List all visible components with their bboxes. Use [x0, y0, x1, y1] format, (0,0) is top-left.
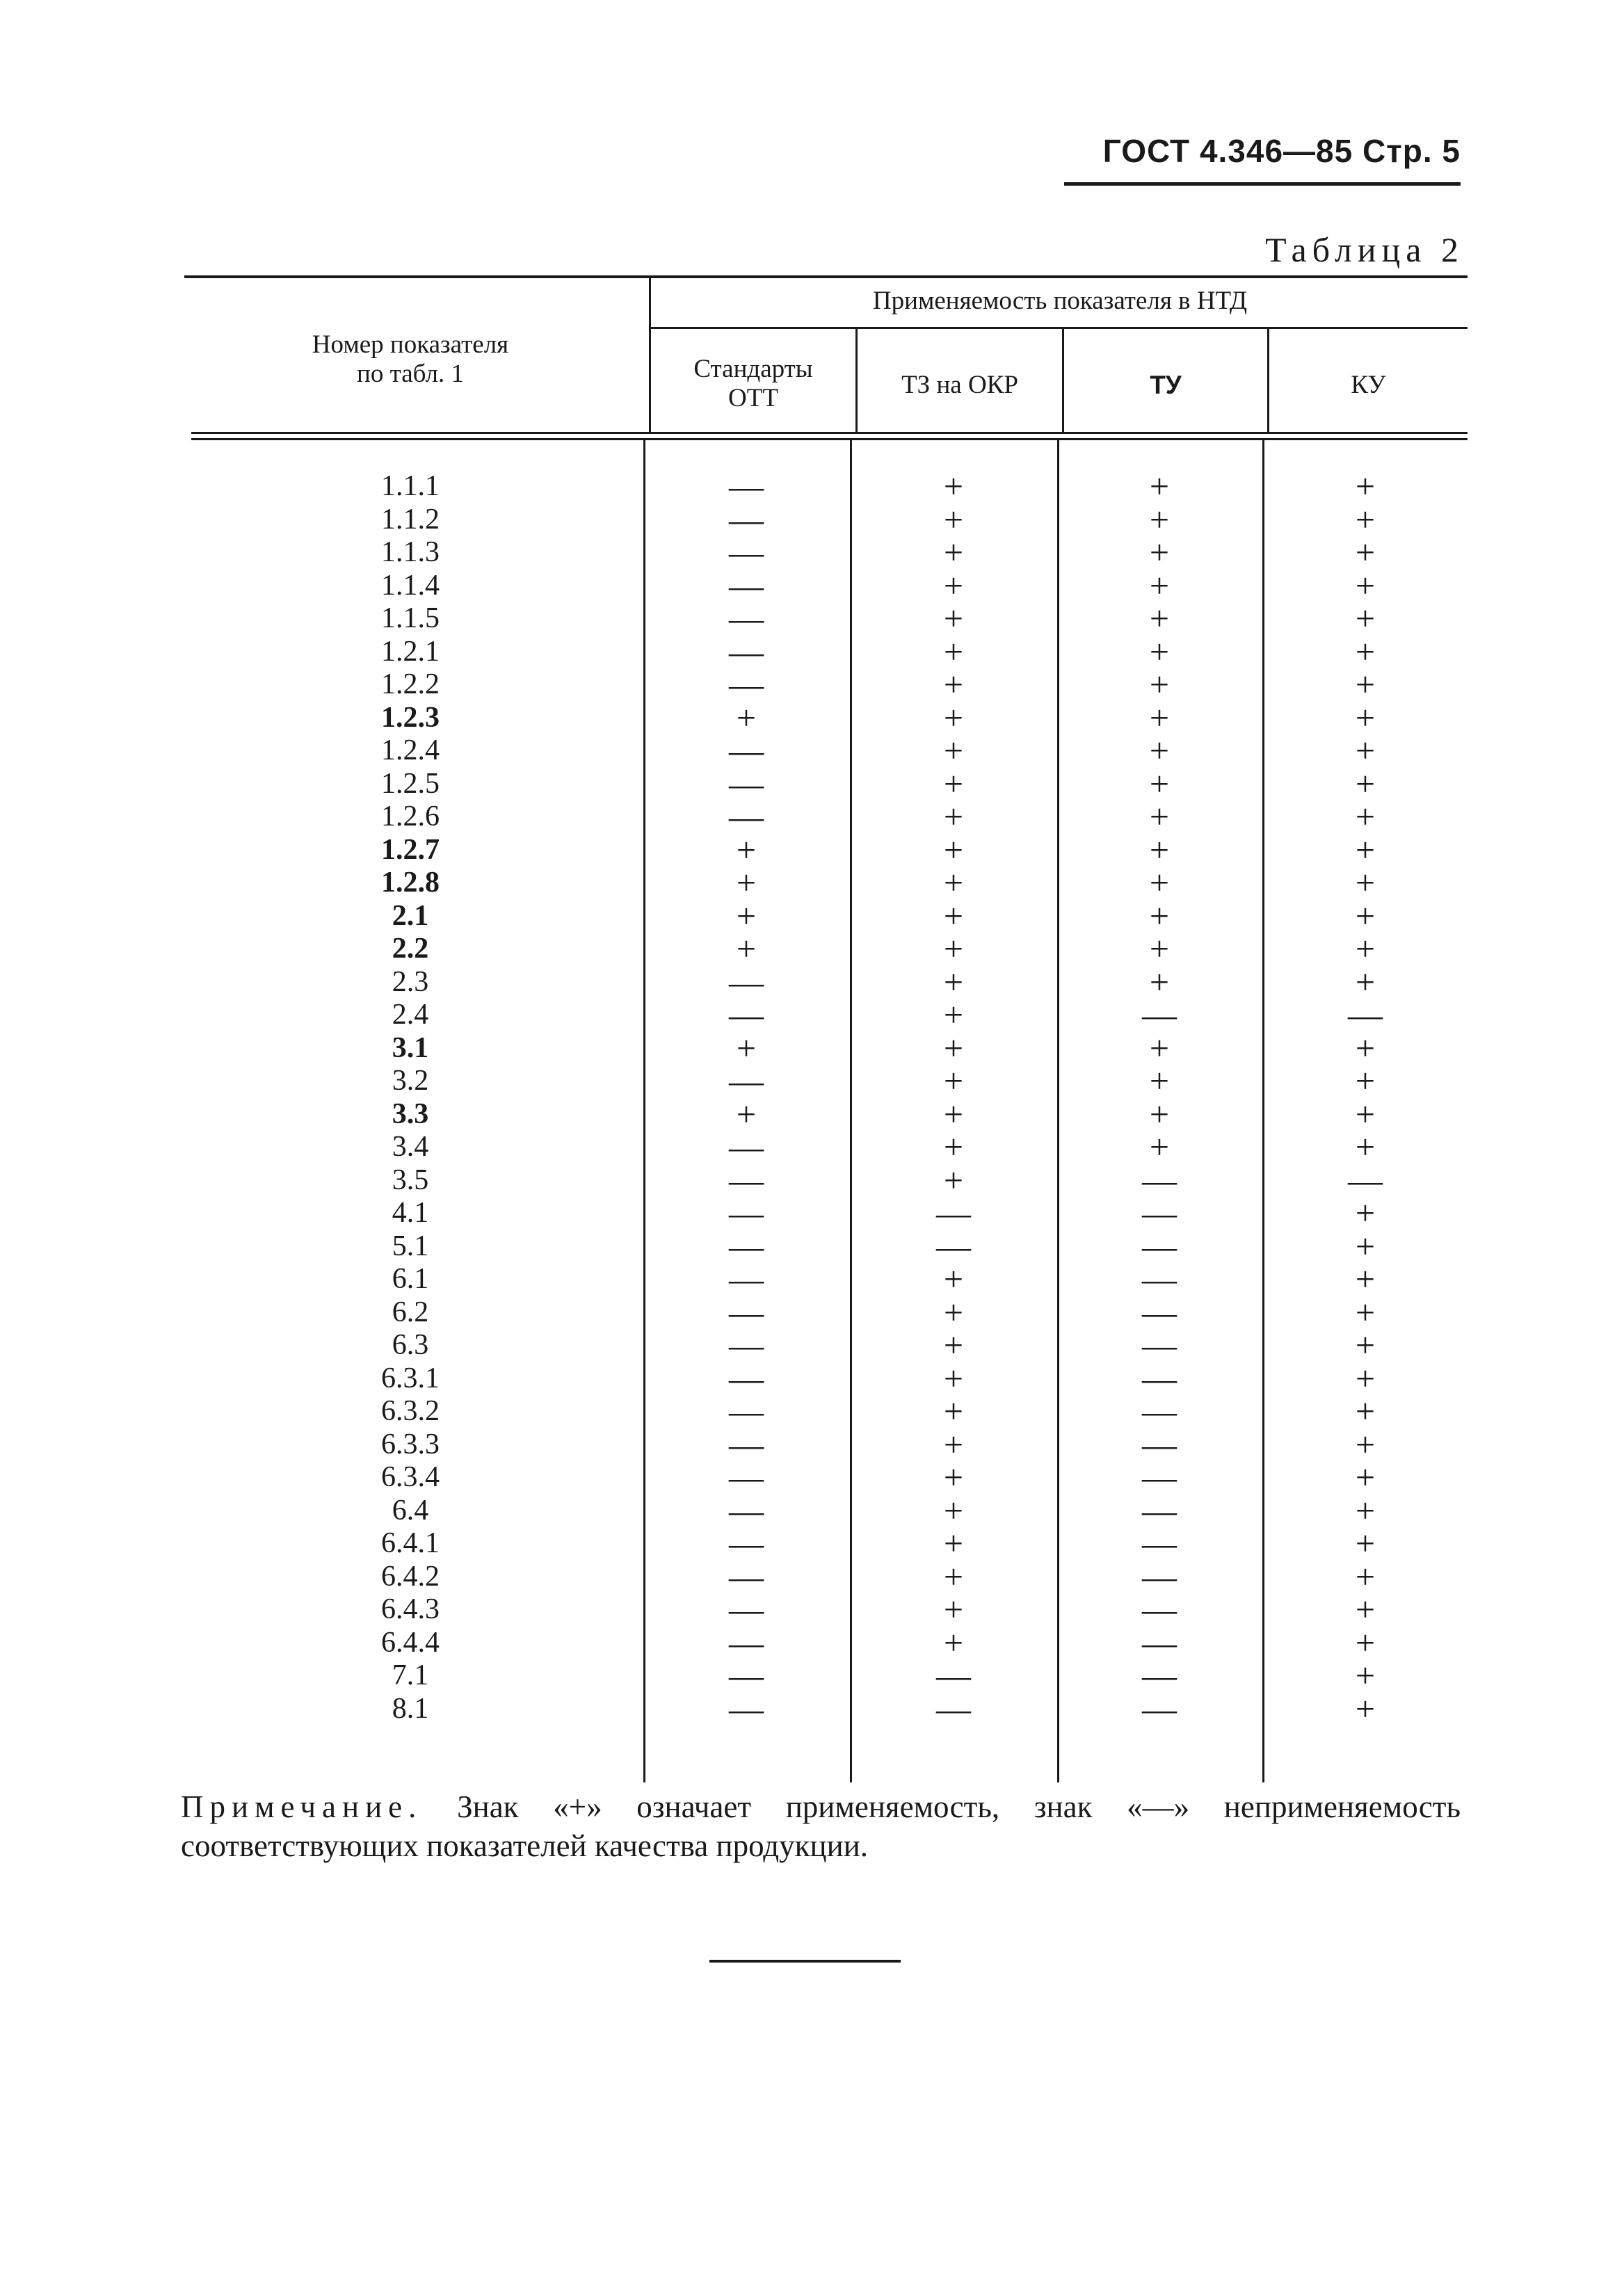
applicability-mark: +: [943, 1160, 964, 1200]
applicability-mark: +: [1355, 1392, 1376, 1431]
applicability-mark: —: [729, 1524, 764, 1563]
applicability-mark: +: [1355, 1094, 1376, 1134]
indicator-number: 1.2.7: [381, 833, 440, 866]
applicability-mark: —: [1142, 1226, 1177, 1266]
applicability-mark: +: [943, 830, 964, 869]
applicability-mark: +: [943, 533, 964, 572]
applicability-mark: +: [943, 1028, 964, 1068]
applicability-mark: +: [1355, 1226, 1376, 1266]
indicator-number: 1.2.3: [381, 701, 440, 734]
applicability-mark: +: [943, 1622, 964, 1662]
applicability-mark: —: [729, 1556, 764, 1596]
indicator-number: 2.4: [392, 999, 429, 1031]
indicator-number: 3.4: [392, 1131, 429, 1163]
indicator-number: 7.1: [392, 1659, 429, 1691]
applicability-mark: —: [1142, 1259, 1177, 1298]
applicability-mark: +: [1149, 896, 1170, 935]
applicability-mark: +: [1149, 962, 1170, 1001]
applicability-mark: +: [943, 1424, 964, 1464]
applicability-mark: +: [943, 1490, 964, 1530]
indicator-number: 1.2.5: [381, 767, 440, 800]
applicability-mark: —: [729, 599, 764, 638]
applicability-mark: +: [943, 1292, 964, 1332]
indicator-number: 8.1: [392, 1692, 429, 1725]
applicability-mark: —: [1142, 995, 1177, 1034]
indicator-number: 3.2: [392, 1065, 429, 1097]
applicability-mark: —: [729, 962, 764, 1001]
indicator-number: 6.4.3: [381, 1593, 440, 1625]
indicator-number: 2.1: [392, 899, 429, 932]
applicability-mark: +: [1149, 797, 1170, 836]
applicability-mark: +: [1355, 797, 1376, 836]
column-tu: [1107, 467, 1212, 1728]
applicability-mark: —: [729, 499, 764, 539]
note-text: Знак «+» означает применяемость, знак «—» неприменяемость соответствующих показателей качества продукции.: [181, 1789, 1461, 1863]
applicability-mark: +: [1149, 830, 1170, 869]
applicability-mark: —: [1142, 1656, 1177, 1695]
applicability-mark: +: [943, 731, 964, 770]
applicability-mark: —: [1142, 1193, 1177, 1232]
applicability-mark: —: [729, 1622, 764, 1662]
table-top-rule: [184, 275, 1468, 278]
applicability-mark: —: [729, 1490, 764, 1530]
indicator-number: 1.2.4: [381, 734, 440, 766]
applicability-mark: +: [1355, 1689, 1376, 1728]
header-col-standards-line1: Стандарты: [693, 355, 813, 383]
applicability-mark: +: [1355, 962, 1376, 1001]
col-divider-4-body: [1262, 440, 1264, 1782]
indicator-number: 3.5: [392, 1163, 429, 1196]
applicability-mark: —: [1142, 1524, 1177, 1563]
column-indicator-numbers: [271, 470, 549, 1725]
applicability-mark: +: [1355, 1259, 1376, 1298]
applicability-mark: —: [729, 1689, 764, 1728]
applicability-mark: +: [1355, 1292, 1376, 1332]
applicability-mark: +: [736, 1028, 757, 1068]
header-indicator-line2: по табл. 1: [357, 360, 464, 388]
header-col-standards-line2: ОТТ: [728, 384, 778, 412]
applicability-mark: +: [1355, 731, 1376, 770]
applicability-mark: +: [1355, 1358, 1376, 1398]
applicability-mark: +: [1355, 1590, 1376, 1629]
table-note: [181, 1787, 1461, 1865]
header-bottom-rule-1: [191, 432, 1468, 434]
indicator-number: 6.3: [392, 1329, 429, 1361]
applicability-mark: +: [736, 1094, 757, 1134]
col-divider-1-body: [643, 440, 645, 1782]
applicability-mark: +: [943, 631, 964, 671]
indicator-number: 6.2: [392, 1296, 429, 1328]
applicability-mark: +: [943, 1358, 964, 1398]
applicability-mark: +: [1149, 1061, 1170, 1100]
applicability-mark: —: [1142, 1556, 1177, 1596]
applicability-mark: +: [943, 863, 964, 902]
applicability-mark: +: [1355, 896, 1376, 935]
applicability-mark: —: [729, 631, 764, 671]
applicability-mark: +: [1149, 665, 1170, 704]
applicability-mark: +: [1149, 1028, 1170, 1068]
applicability-mark: +: [943, 1094, 964, 1134]
indicator-number: 2.2: [392, 933, 429, 965]
indicator-number: 6.4.2: [381, 1560, 440, 1593]
end-rule: [709, 1960, 901, 1963]
applicability-mark: +: [1355, 764, 1376, 803]
applicability-mark: +: [943, 599, 964, 638]
applicability-mark: +: [943, 1556, 964, 1596]
applicability-mark: +: [1149, 1094, 1170, 1134]
applicability-mark: —: [729, 731, 764, 770]
indicator-number: 6.3.2: [381, 1395, 440, 1427]
applicability-mark: —: [729, 1160, 764, 1200]
applicability-mark: +: [1149, 599, 1170, 638]
applicability-mark: —: [729, 1392, 764, 1431]
indicator-number: 6.3.4: [381, 1461, 440, 1493]
indicator-number: 1.1.2: [381, 503, 440, 536]
applicability-mark: +: [1355, 1656, 1376, 1695]
applicability-mark: +: [1149, 929, 1170, 968]
applicability-mark: +: [1149, 698, 1170, 737]
indicator-number: 6.4.1: [381, 1527, 440, 1559]
applicability-mark: +: [1355, 631, 1376, 671]
applicability-mark: —: [1142, 1358, 1177, 1398]
applicability-mark: +: [1149, 565, 1170, 605]
applicability-mark: +: [943, 1259, 964, 1298]
applicability-mark: —: [1348, 1160, 1383, 1200]
applicability-mark: +: [736, 896, 757, 935]
indicator-number: 1.1.4: [381, 569, 440, 602]
applicability-mark: —: [1142, 1689, 1177, 1728]
applicability-mark: +: [736, 698, 757, 737]
note-heading: Примечание.: [181, 1789, 423, 1824]
header-indicator-number: [264, 330, 556, 389]
applicability-mark: —: [729, 565, 764, 605]
page-header: ГОСТ 4.346—85 Стр. 5: [1102, 133, 1461, 169]
applicability-mark: +: [1355, 1424, 1376, 1464]
applicability-mark: +: [736, 929, 757, 968]
applicability-mark: +: [943, 1458, 964, 1497]
applicability-mark: —: [936, 1193, 971, 1232]
applicability-mark: —: [729, 1590, 764, 1629]
indicator-number: 6.3.3: [381, 1428, 440, 1460]
applicability-mark: +: [943, 929, 964, 968]
indicator-number: 1.1.1: [381, 470, 440, 502]
applicability-mark: —: [729, 1061, 764, 1100]
applicability-mark: +: [1355, 1556, 1376, 1596]
applicability-mark: +: [943, 1524, 964, 1563]
applicability-mark: +: [1149, 731, 1170, 770]
applicability-mark: +: [1355, 533, 1376, 572]
header-indicator-line1: Номер показателя: [312, 330, 509, 359]
indicator-number: 6.4.4: [381, 1626, 440, 1659]
applicability-mark: —: [1142, 1326, 1177, 1364]
applicability-mark: —: [729, 1193, 764, 1232]
applicability-mark: +: [1355, 499, 1376, 539]
applicability-mark: —: [729, 995, 764, 1034]
applicability-mark: +: [943, 1392, 964, 1431]
applicability-mark: +: [1355, 1622, 1376, 1662]
applicability-mark: +: [1355, 1458, 1376, 1497]
applicability-mark: —: [729, 1259, 764, 1298]
indicator-number: 3.1: [392, 1031, 429, 1064]
column-standards-ott: [694, 467, 798, 1728]
applicability-mark: +: [1355, 1028, 1376, 1068]
applicability-mark: +: [736, 830, 757, 869]
applicability-mark: —: [1142, 1392, 1177, 1431]
group-header-rule: [650, 327, 1468, 329]
applicability-mark: +: [943, 565, 964, 605]
indicator-number: 3.3: [392, 1097, 429, 1130]
applicability-mark: +: [943, 665, 964, 704]
applicability-mark: +: [1149, 764, 1170, 803]
header-applicability-group: Применяемость показателя в НТД: [872, 287, 1248, 315]
indicator-number: 1.1.5: [381, 602, 440, 634]
applicability-mark: —: [1142, 1458, 1177, 1497]
applicability-mark: —: [729, 1424, 764, 1464]
applicability-mark: +: [943, 467, 964, 506]
applicability-mark: +: [1149, 631, 1170, 671]
applicability-mark: +: [1355, 1127, 1376, 1166]
applicability-mark: —: [1348, 995, 1383, 1034]
applicability-mark: —: [936, 1689, 971, 1728]
applicability-mark: —: [729, 1358, 764, 1398]
applicability-mark: —: [729, 665, 764, 704]
indicator-number: 1.2.8: [381, 867, 440, 899]
applicability-mark: +: [736, 863, 757, 902]
applicability-mark: +: [943, 797, 964, 836]
col-divider-3-body: [1057, 440, 1059, 1782]
header-col-tz: ТЗ на ОКР: [901, 371, 1018, 399]
applicability-mark: —: [729, 1458, 764, 1497]
applicability-mark: —: [729, 797, 764, 836]
indicator-number: 1.2.2: [381, 668, 440, 700]
applicability-mark: +: [1149, 1127, 1170, 1166]
applicability-mark: +: [943, 995, 964, 1034]
col-divider-2-body: [850, 440, 852, 1782]
applicability-mark: —: [1142, 1160, 1177, 1200]
applicability-mark: +: [1355, 929, 1376, 968]
applicability-mark: —: [1142, 1490, 1177, 1530]
applicability-mark: +: [1355, 1524, 1376, 1563]
indicator-number: 5.1: [392, 1230, 429, 1262]
applicability-mark: +: [1355, 698, 1376, 737]
applicability-mark: +: [943, 1127, 964, 1166]
table-label: Таблица 2: [1265, 230, 1464, 269]
applicability-mark: —: [729, 764, 764, 803]
applicability-mark: —: [729, 1656, 764, 1695]
applicability-mark: +: [1355, 665, 1376, 704]
applicability-mark: —: [729, 1127, 764, 1166]
applicability-mark: —: [1142, 1590, 1177, 1629]
applicability-mark: +: [943, 962, 964, 1001]
applicability-mark: —: [729, 1326, 764, 1364]
indicator-number: 4.1: [392, 1197, 429, 1229]
indicator-number: 1.2.1: [381, 635, 440, 668]
applicability-mark: —: [729, 467, 764, 506]
column-ku: [1313, 467, 1417, 1728]
header-col-standards: [651, 355, 855, 413]
applicability-mark: +: [943, 764, 964, 803]
applicability-mark: —: [729, 1226, 764, 1266]
applicability-mark: +: [1355, 1061, 1376, 1100]
indicator-number: 1.2.6: [381, 800, 440, 832]
header-rule: [1064, 182, 1461, 186]
applicability-mark: +: [1149, 533, 1170, 572]
applicability-mark: +: [943, 896, 964, 935]
applicability-mark: +: [1355, 599, 1376, 638]
header-bottom-rule-2: [191, 438, 1468, 440]
indicator-number: 6.1: [392, 1263, 429, 1295]
indicator-number: 1.1.3: [381, 536, 440, 568]
header-col-ku: КУ: [1351, 371, 1386, 399]
applicability-mark: +: [1355, 467, 1376, 506]
column-tz-okr: [901, 467, 1006, 1728]
applicability-mark: +: [943, 1326, 964, 1364]
applicability-mark: —: [729, 1292, 764, 1332]
applicability-mark: —: [1142, 1622, 1177, 1662]
applicability-mark: +: [1149, 863, 1170, 902]
applicability-mark: +: [1355, 565, 1376, 605]
indicator-number: 2.3: [392, 965, 429, 998]
applicability-mark: +: [1149, 467, 1170, 506]
header-col-tu: ТУ: [1150, 371, 1182, 399]
applicability-mark: +: [1355, 1193, 1376, 1232]
applicability-mark: —: [936, 1656, 971, 1695]
applicability-mark: +: [943, 499, 964, 539]
applicability-mark: +: [1149, 499, 1170, 539]
applicability-mark: +: [943, 1590, 964, 1629]
applicability-mark: —: [936, 1226, 971, 1266]
applicability-mark: —: [1142, 1292, 1177, 1332]
indicator-number: 6.3.1: [381, 1362, 440, 1394]
indicator-number: 6.4: [392, 1494, 429, 1527]
applicability-mark: +: [1355, 1490, 1376, 1530]
applicability-mark: +: [1355, 1326, 1376, 1364]
applicability-mark: +: [943, 698, 964, 737]
applicability-mark: —: [729, 533, 764, 572]
applicability-mark: +: [943, 1061, 964, 1100]
applicability-mark: +: [1355, 830, 1376, 869]
applicability-mark: +: [1355, 863, 1376, 902]
applicability-mark: —: [1142, 1424, 1177, 1464]
